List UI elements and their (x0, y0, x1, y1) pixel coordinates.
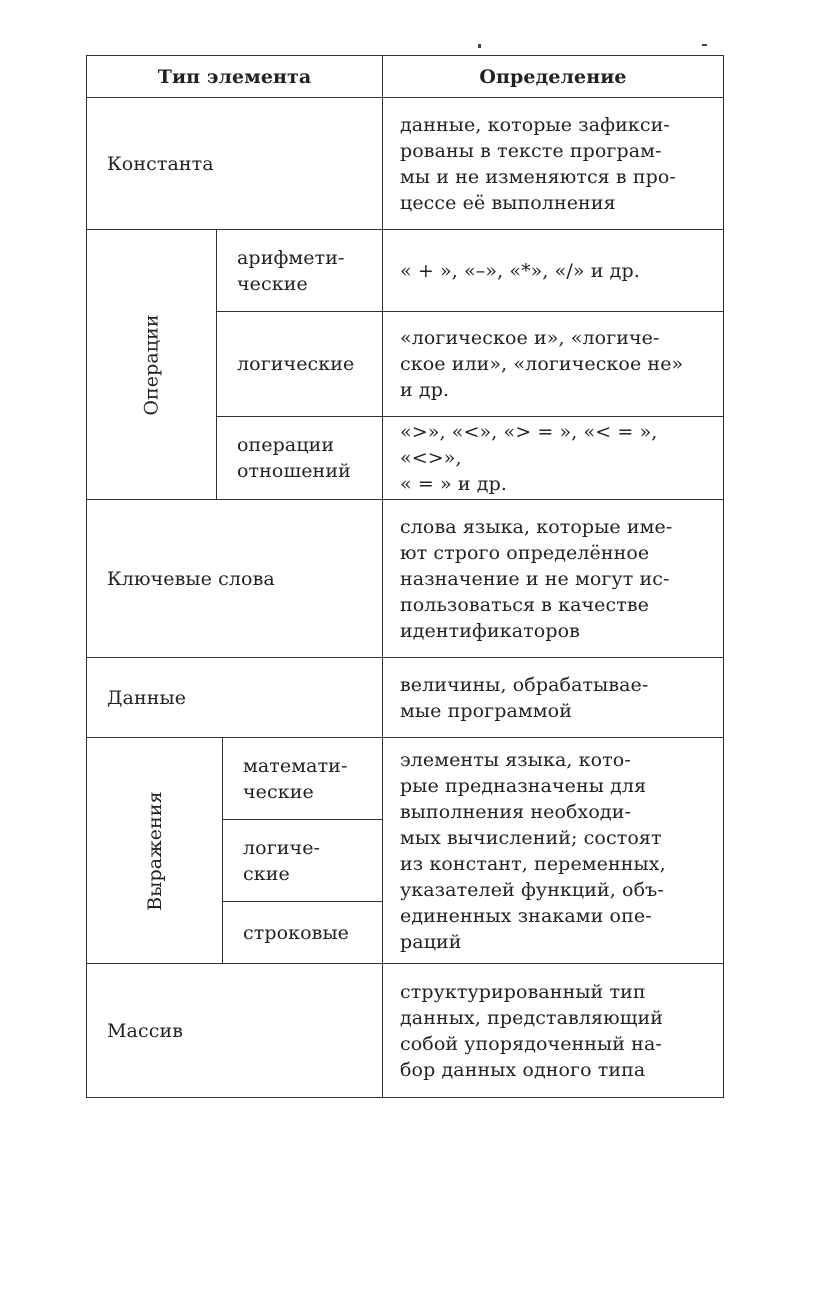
keywords-type-cell (86, 499, 383, 658)
operations-group-cell (86, 229, 217, 500)
logical-ops-type-cell (216, 311, 383, 417)
arithmetic-type-label: арифмети- ческие (237, 246, 345, 295)
page-top-marks (0, 0, 816, 56)
logical-ops-definition-cell (382, 311, 724, 417)
header-definition-label: Определение (479, 65, 627, 88)
data-definition-text: величины, обрабатывае- мые программой (400, 673, 649, 722)
data-type-cell (86, 657, 383, 738)
keywords-definition-cell (382, 499, 724, 658)
logical-ops-definition-text: «логическое и», «логиче- ское или», «логическое не» и др. (400, 327, 684, 401)
array-definition-text: структурированный тип данных, представляющий собой упорядоченный на- бор данных одного типа (400, 980, 664, 1081)
array-definition-cell (382, 963, 724, 1098)
math-expr-type-cell (222, 737, 383, 820)
constant-type-cell (86, 97, 383, 230)
string-expr-type-cell (222, 901, 383, 964)
array-type-label: Массив (107, 1019, 184, 1042)
logical-expr-type-label: логиче- ские (243, 836, 321, 885)
logical-expr-type-cell (222, 819, 383, 902)
keywords-definition-text: слова языка, которые име- ют строго определённое назначение и не могут ис- пользоваться в качестве идентификаторов (400, 515, 673, 642)
constant-type-label: Константа (107, 152, 214, 175)
constant-definition-cell (382, 97, 724, 230)
operations-group-label: Операции (140, 313, 163, 416)
data-definition-cell (382, 657, 724, 738)
constant-definition-text: данные, которые зафикси- рованы в тексте програм- мы и не изменяются в про- цессе её выполнения (400, 113, 676, 214)
logical-ops-type-label: логические (237, 353, 355, 375)
math-expr-type-label: математи- ческие (243, 754, 348, 803)
arithmetic-definition-text: « + », «–», «*», «/» и др. (400, 259, 640, 282)
string-expr-type-label: строковые (243, 921, 350, 944)
expressions-definition-text: элементы языка, кото- рые предназначены для выполнения необходи- мых вычислений; состоят из констант, переменных, указателей функций, объ- единенных знаками опе- раций (400, 748, 666, 953)
header-definition-cell (382, 55, 724, 98)
header-type-label: Тип элемента (157, 65, 312, 88)
page-mark (478, 44, 481, 48)
relational-definition-text: «>», «<», «> = », «< = », «<>», « = » и др. (400, 421, 658, 495)
elements-table (86, 55, 724, 1098)
keywords-type-label: Ключевые слова (107, 567, 275, 590)
header-type-cell (86, 55, 383, 98)
arithmetic-type-cell (216, 229, 383, 312)
data-type-label: Данные (107, 686, 187, 709)
arithmetic-definition-cell (382, 229, 724, 312)
page-mark (702, 44, 707, 46)
relational-definition-cell (382, 416, 724, 500)
relational-type-label: операции отношений (237, 434, 351, 482)
expressions-group-cell (86, 737, 223, 964)
expressions-definition-cell (382, 737, 724, 964)
expressions-group-label: Выражения (143, 790, 166, 911)
array-type-cell (86, 963, 383, 1098)
relational-type-cell (216, 416, 383, 500)
